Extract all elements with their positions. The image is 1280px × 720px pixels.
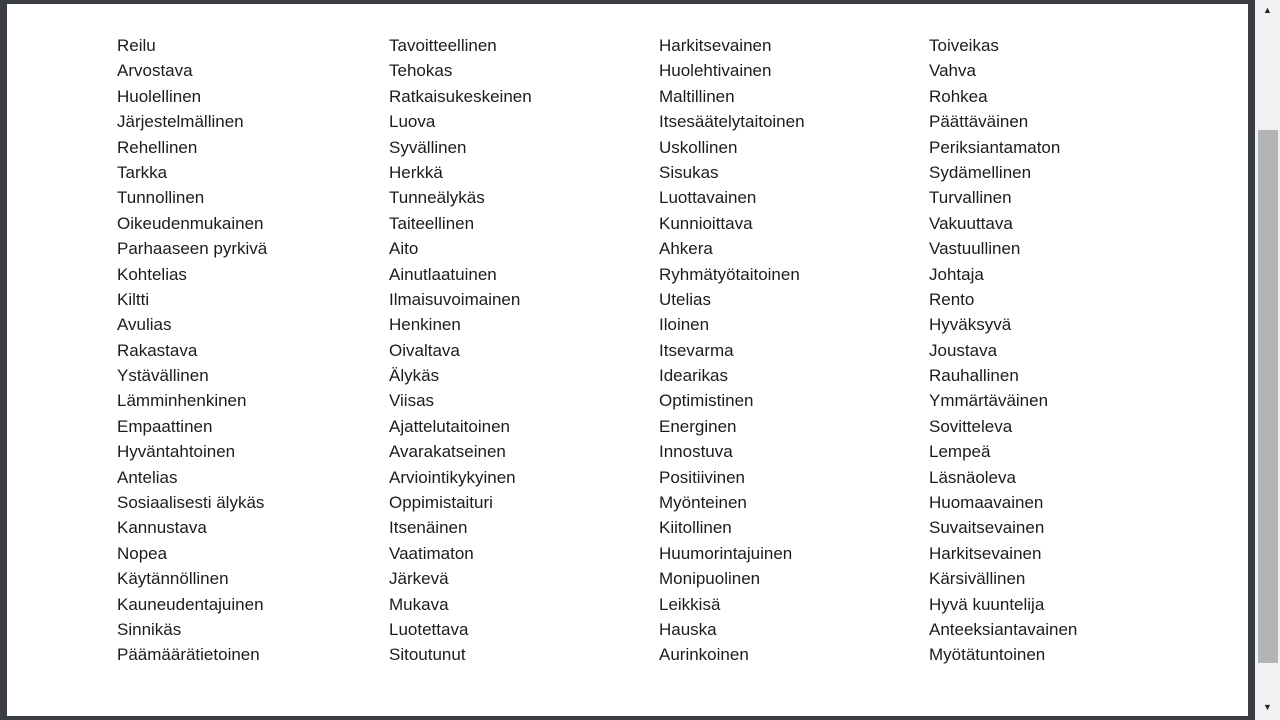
word-item: Iloinen [659,315,710,335]
word-item: Myötätuntoinen [929,645,1046,665]
word-item: Ahkera [659,239,713,259]
word-item: Kannustava [117,518,207,538]
scroll-up-button[interactable] [1255,2,1280,19]
word-item: Läsnäoleva [929,467,1016,487]
word-item: Huolellinen [117,86,202,106]
word-item: Parhaaseen pyrkivä [117,239,268,259]
word-item: Huolehtivainen [659,61,772,81]
word-item: Suvaitsevainen [929,518,1045,538]
word-item: Hyväksyvä [929,315,1012,335]
word-item: Sisukas [659,162,719,182]
word-item: Itsesäätelytaitoinen [659,112,805,132]
word-item: Rakastava [117,340,198,360]
window-border-right [1248,0,1255,720]
word-item: Järjestelmällinen [117,112,244,132]
word-item: Hyvä kuuntelija [929,594,1045,614]
word-item: Tavoitteellinen [389,36,497,55]
word-item: Hauska [659,619,717,639]
word-item: Joustava [929,340,998,360]
word-item: Käytännöllinen [117,569,229,589]
word-item: Arvostava [117,61,193,81]
word-item: Anteeksiantavainen [929,619,1078,639]
word-item: Vaatimaton [389,543,474,563]
word-item: Kiitollinen [659,518,732,538]
word-item: Huumorintajuinen [659,543,793,563]
word-item: Päämäärätietoinen [117,645,260,665]
word-item: Kärsivällinen [929,569,1026,589]
scroll-down-icon: ▼ [1263,702,1272,712]
word-item: Uskollinen [659,137,738,157]
word-item: Sinnikäs [117,619,182,639]
word-item: Oivaltava [389,340,460,360]
word-item: Järkevä [389,569,449,589]
word-item: Avarakatseinen [389,442,506,462]
word-item: Harkitsevainen [929,543,1042,563]
word-item: Positiivinen [659,467,745,487]
word-item: Arviointikykyinen [389,467,516,487]
word-item: Taiteellinen [389,213,475,233]
word-item: Aurinkoinen [659,645,749,665]
window-border-bottom [0,716,1255,720]
word-item: Sovitteleva [929,416,1013,436]
word-item: Avulias [117,315,172,335]
word-item: Leikkisä [659,594,721,614]
word-item: Hyväntahtoinen [117,442,236,462]
word-item: Utelias [659,289,711,309]
word-item: Periksiantamaton [929,137,1061,157]
word-item: Syvällinen [389,137,467,157]
word-item: Ratkaisukeskeinen [389,86,532,106]
word-item: Luotettava [389,619,469,639]
word-item: Ainutlaatuinen [389,264,497,284]
word-item: Rento [929,289,975,309]
word-item: Rauhallinen [929,366,1019,386]
word-item: Viisas [389,391,435,411]
scrollbar-thumb[interactable] [1258,130,1278,663]
word-item: Herkkä [389,162,443,182]
word-item: Kohtelias [117,264,187,284]
word-item: Luova [389,112,436,132]
word-item: Optimistinen [659,391,754,411]
word-item: Vahva [929,61,976,81]
word-item: Vastuullinen [929,239,1021,259]
word-item: Ajattelutaitoinen [389,416,510,436]
word-item: Oppimistaituri [389,493,493,513]
word-item: Energinen [659,416,737,436]
word-item: Vakuuttava [929,213,1013,233]
word-item: Rehellinen [117,137,198,157]
word-item: Päättäväinen [929,112,1029,132]
word-item: Myönteinen [659,493,747,513]
word-item: Kiltti [117,289,150,309]
word-item: Harkitsevainen [659,36,772,55]
word-item: Reilu [117,36,156,55]
word-item: Ystävällinen [117,366,209,386]
word-item: Tarkka [117,162,168,182]
word-item: Ryhmätyötaitoinen [659,264,800,284]
word-item: Empaattinen [117,416,213,436]
word-item: Kunnioittava [659,213,753,233]
word-item: Henkinen [389,315,461,335]
vertical-scrollbar[interactable] [1255,0,1280,720]
word-item: Lämminhenkinen [117,391,247,411]
word-item: Lempeä [929,442,991,462]
word-item: Antelias [117,467,178,487]
word-column-1 [117,33,267,668]
word-item: Huomaavainen [929,493,1044,513]
window-border-left [0,0,7,720]
word-item: Innostuva [659,442,733,462]
word-item: Johtaja [929,264,984,284]
scroll-up-icon: ▲ [1263,5,1272,15]
word-item: Maltillinen [659,86,735,106]
word-column-3 [659,33,805,668]
word-item: Älykäs [389,366,440,386]
word-item: Tunnollinen [117,188,205,208]
word-item: Aito [389,239,419,259]
word-item: Turvallinen [929,188,1012,208]
word-item: Sosiaalisesti älykäs [117,493,265,513]
word-item: Tunneälykäs [389,188,485,208]
word-item: Mukava [389,594,449,614]
word-item: Ilmaisuvoimainen [389,289,521,309]
word-item: Itsenäinen [389,518,468,538]
word-item: Tehokas [389,61,453,81]
word-item: Nopea [117,543,168,563]
word-item: Ymmärtäväinen [929,391,1049,411]
word-item: Idearikas [659,366,728,386]
word-column-2 [389,33,532,668]
word-item: Luottavainen [659,188,757,208]
word-item: Rohkea [929,86,988,106]
word-item: Itsevarma [659,340,734,360]
word-item: Toiveikas [929,36,999,55]
word-column-4 [929,33,1077,668]
scroll-down-button[interactable] [1255,699,1280,716]
word-item: Sydämellinen [929,162,1032,182]
word-item: Kauneudentajuinen [117,594,264,614]
word-item: Sitoutunut [389,645,466,665]
word-item: Monipuolinen [659,569,761,589]
word-item: Oikeudenmukainen [117,213,264,233]
window-border-top [0,0,1248,4]
